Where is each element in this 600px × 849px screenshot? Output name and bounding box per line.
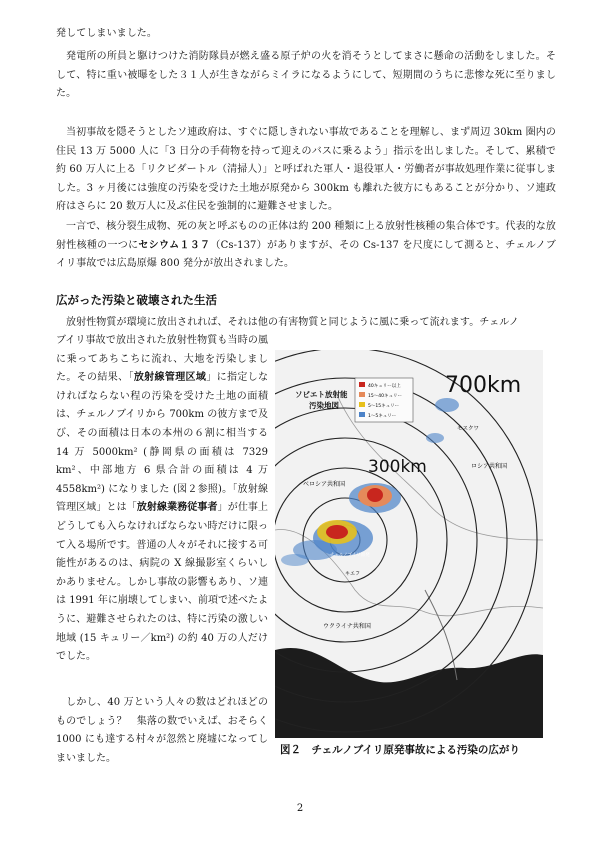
map-title-line2: 汚染地図 — [309, 401, 339, 410]
cesium-term: セシウム１３７ — [138, 239, 211, 251]
legend-label: 40キュリー以上 — [368, 384, 401, 389]
range-label-300km: 300km — [368, 457, 427, 477]
radiation-worker-term: 放射線業務従事者 — [136, 502, 218, 514]
legend-swatch-mid-high — [359, 392, 365, 397]
city-label-kiev: キエフ — [345, 571, 361, 577]
contamination-zone — [367, 488, 383, 502]
map-legend — [355, 378, 413, 422]
country-label: ウクライナ共和国 — [323, 623, 371, 630]
plant-label: チェルノブイリ原発 — [330, 553, 370, 558]
paragraph-firefighters: 発電所の所員と駆けつけた消防隊員が燃え盛る原子炉の火を消そうとしてまさに懸命の活動をしました。そして、特に重い被曝をした３１人が生きながらミイラになるようにして、短期間のうちに悲惨な死に至りました。 — [56, 51, 556, 100]
contamination-zone — [426, 433, 444, 443]
legend-label: 15～40キュリー — [368, 394, 402, 399]
section-heading: 広がった汚染と破壊された生活 — [56, 293, 217, 307]
column-text-main — [56, 332, 268, 667]
range-label-700km: 700km — [445, 373, 522, 398]
paragraph-cesium — [56, 218, 556, 274]
column-text-villages: しかし、40 万という人々の数はどれほどのものでしょう？ 集落の数でいえば、おそらく 1000 にも達する村々が忽然と廃墟になってしまいました。 — [56, 697, 268, 764]
page-number: 2 — [296, 803, 304, 814]
legend-swatch-mid — [359, 402, 365, 407]
text-span: 」に指定しなければならない程の汚染を受けた土地の面積は、チェルノブイリから 700km の彼方まで及び、その面積は日本の本州の６割に相当する 14 万 5000km² (静岡県の面積は 7329 km²、中部地方 6 県合計の面積は 4 万 4558km²) になりました (図２参照)。「放射線管理区域」とは「 — [56, 372, 269, 514]
city-label-moscow: モスクワ — [457, 426, 480, 432]
text-span: 一言で、核分裂生成物、死の灰と呼ぶものの正体は約 200 種類に上る放射性核種の集合体です。代表的な放射性核種の一つに — [56, 221, 556, 251]
text-span: ブイリ事故で放出された放射性物質も当時の風に乗ってあちこちに流れ、大地を汚染しました。その結果、「 — [56, 335, 268, 384]
contamination-zone — [435, 398, 459, 412]
paragraph-continued: 発してしまいました。 — [56, 28, 157, 39]
contamination-zone — [326, 525, 348, 539]
radiation-control-area-term: 放射線管理区域 — [133, 372, 207, 384]
text-span: （Cs-137）がありますが、その Cs-137 を尺度にして測ると、チェルノブイリ事故では広島原爆 800 発分が放出されました。 — [56, 239, 556, 270]
text-span: 」が仕事上どうしても入らなければならない時だけに限って入る場所です。普通の人々がそれに接する可能性があるのは、病院の X 線撮影室くらいしかありません。しかし事故の影響もあり、ソ連は 1991 年に崩壊してしまい、前項で述べたように、避難させられたのは、特に汚染の激しい地域 (15 キュリー／km²) の約 40 万の人だけでした。 — [56, 502, 269, 663]
contamination-zone — [281, 554, 309, 566]
section-intro: 放射性物質が環境に放出されれば、それは他の有害物質と同じように風に乗って流れます。チェルノ — [66, 317, 519, 328]
country-label: ロシア共和国 — [471, 463, 508, 470]
contamination-map-figure — [275, 350, 543, 738]
country-label: ベロシア共和国 — [303, 481, 346, 488]
legend-label: 1～5キュリー — [368, 414, 397, 419]
contamination-map — [275, 350, 543, 738]
figure-caption: 図２ チェルノブイリ原発事故による汚染の広がり — [280, 744, 520, 756]
map-title-line1: ソビエト放射能 — [295, 390, 348, 399]
paragraph-evacuation: 当初事故を隠そうとしたソ連政府は、すぐに隠しきれない事故であることを理解し、まず周辺 30km 圏内の住民 13 万 5000 人に「3 日分の手荷物を持って迎えのバスに乗るよう」指示を出しました。そして、累積で約 60 万人に上る「リクビダートル（清掃人）」と呼ばれた軍人・退役軍人・労働者が事故処理作業に従事しました。3 ヶ月後には強度の汚染を受けた土地が原発から 300km も離れた彼方にもあることが分かり、ソ連政府はさらに 20 数万人に及ぶ住民を強制的に避難させました。 — [56, 127, 556, 213]
legend-swatch-low — [359, 412, 365, 417]
legend-swatch-high — [359, 382, 365, 387]
legend-label: 5～15キュリー — [368, 404, 400, 409]
